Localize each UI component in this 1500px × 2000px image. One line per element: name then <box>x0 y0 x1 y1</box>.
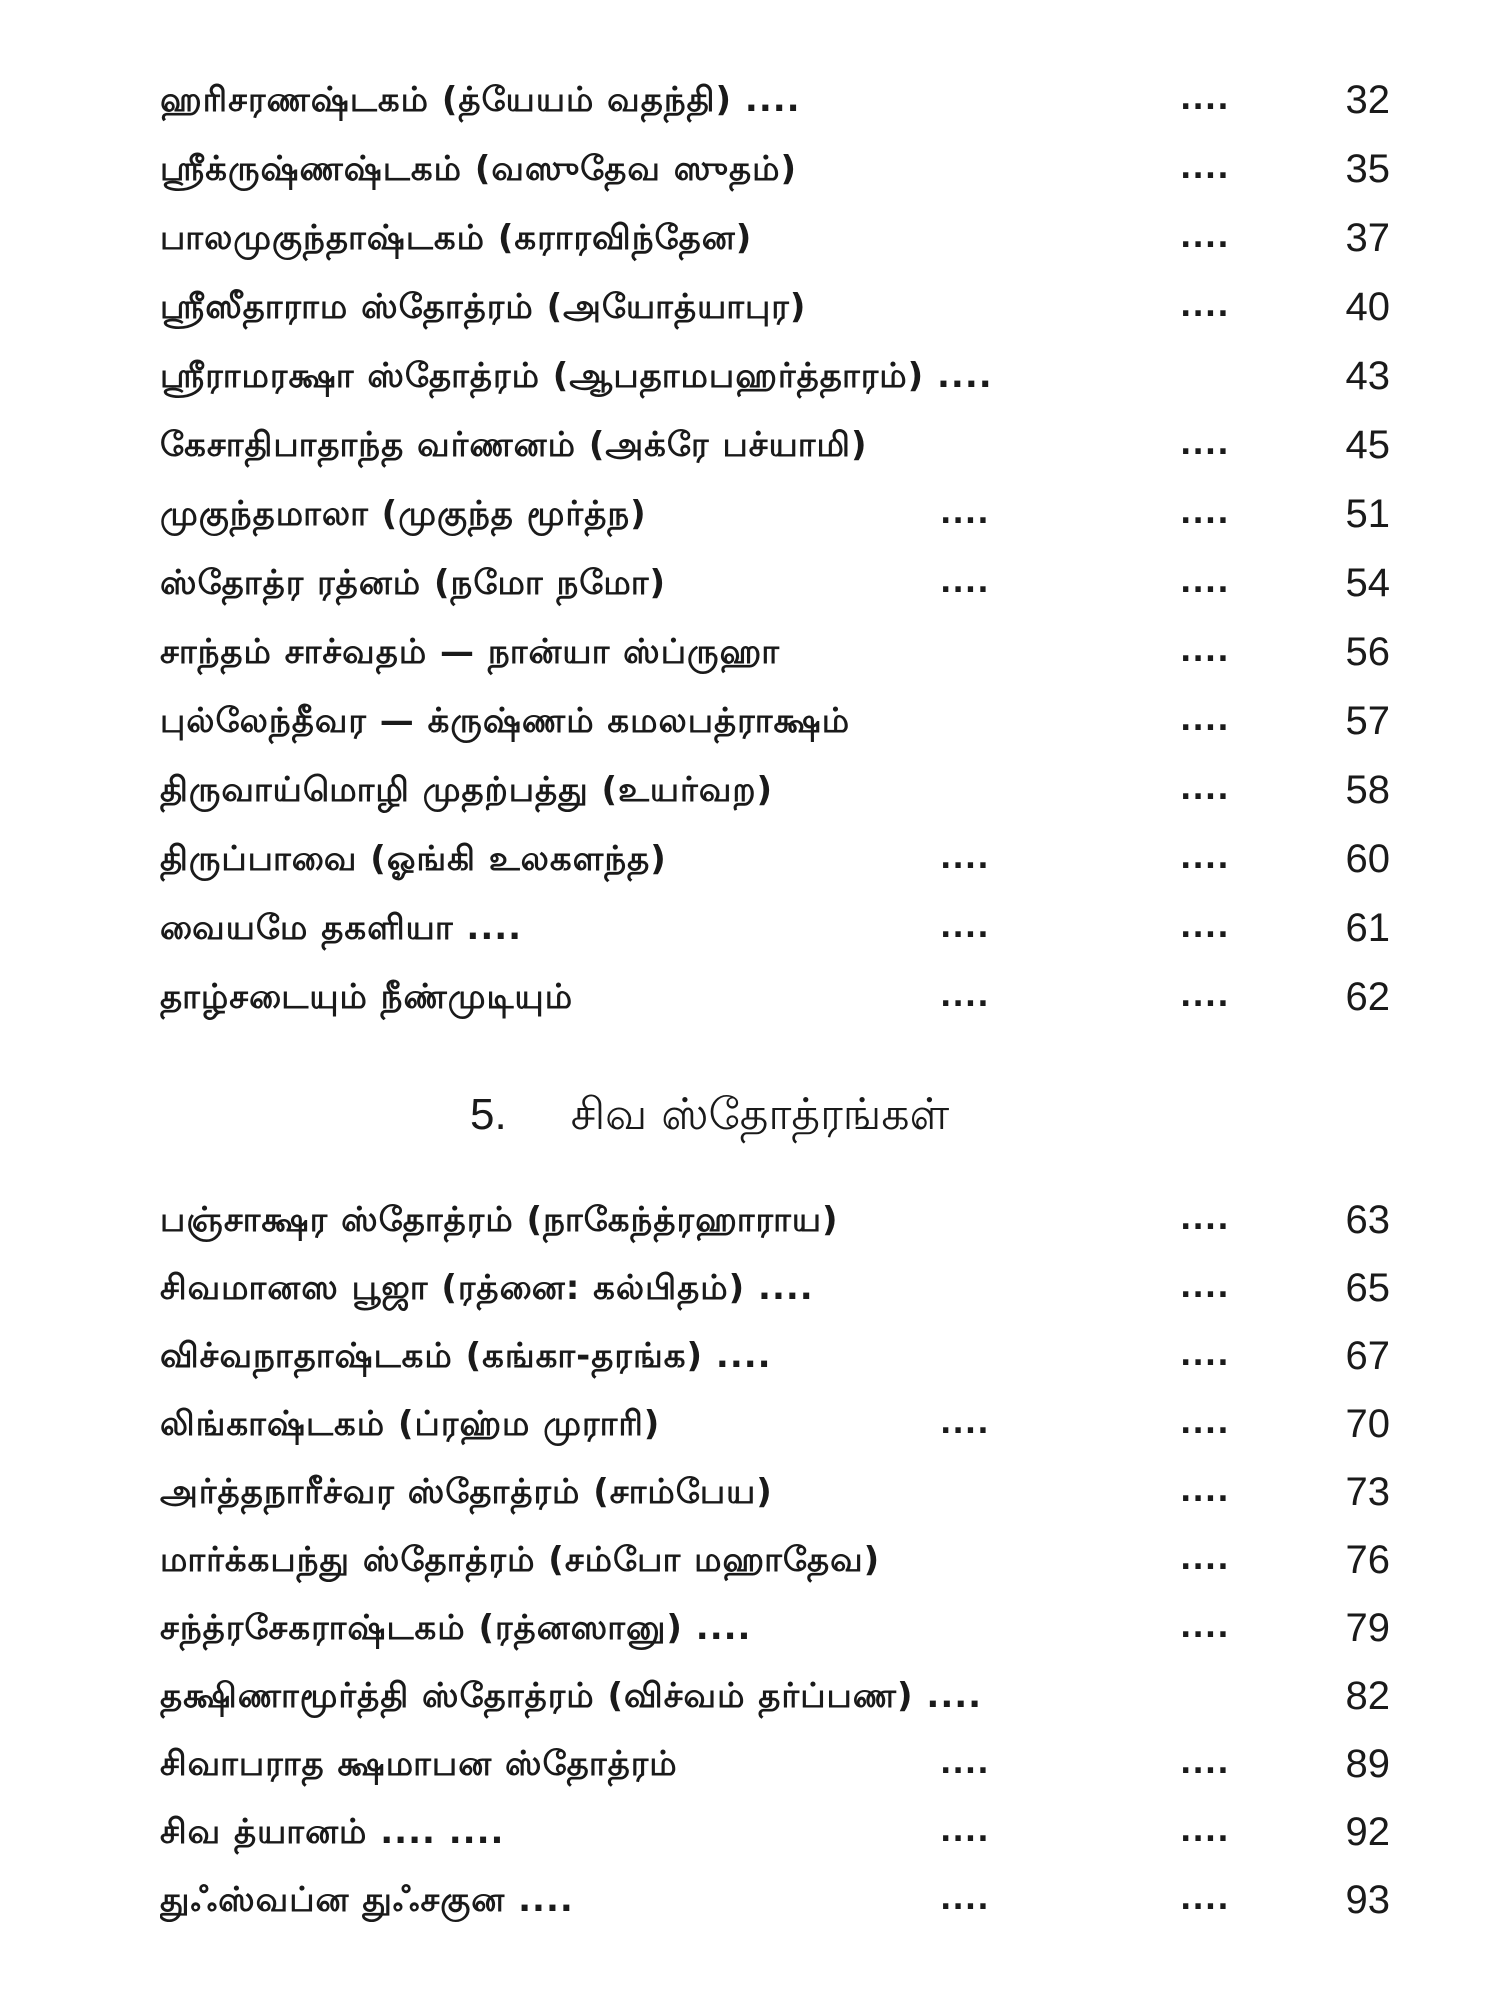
page-number: 93 <box>1345 1878 1390 1922</box>
toc-entry <box>0 1666 1500 1726</box>
toc-entry <box>0 70 1500 130</box>
page-number: 76 <box>1345 1538 1390 1582</box>
toc-entry <box>0 415 1500 475</box>
page-number: 65 <box>1345 1266 1390 1310</box>
toc-entry <box>0 484 1500 544</box>
toc-entry <box>0 208 1500 268</box>
entry-title: திருவாய்மொழி முதற்பத்து (உயர்வற) <box>160 770 774 810</box>
page-number: 67 <box>1345 1334 1390 1378</box>
entry-title: ஸ்தோத்ர ரத்னம் (நமோ நமோ) <box>160 563 667 603</box>
entry-title: திருப்பாவை (ஓங்கி உலகளந்த) <box>160 839 667 879</box>
entry-title: துஃஸ்வப்ன துஃசகுன .... <box>160 1880 574 1920</box>
toc-entry <box>0 898 1500 958</box>
leader-dots: .... <box>940 1814 990 1849</box>
page-number: 58 <box>1345 768 1390 812</box>
leader-dots: .... <box>1180 703 1230 738</box>
entry-title: அர்த்தநாரீச்வர ஸ்தோத்ரம் (சாம்பேய) <box>160 1472 773 1512</box>
leader-dots: .... <box>940 910 990 945</box>
entry-title: லிங்காஷ்டகம் (ப்ரஹ்ம முராரி) <box>160 1404 661 1444</box>
leader-dots: .... <box>1180 910 1230 945</box>
toc-entry <box>0 622 1500 682</box>
leader-dots: .... <box>940 1746 990 1781</box>
toc-entry <box>0 1802 1500 1862</box>
leader-dots: .... <box>940 1406 990 1441</box>
toc-entry <box>0 139 1500 199</box>
leader-dots: .... <box>1180 1882 1230 1917</box>
toc-entry <box>0 553 1500 613</box>
page-number: 43 <box>1345 354 1390 398</box>
leader-dots: .... <box>1180 1610 1230 1645</box>
toc-entry <box>0 1462 1500 1522</box>
page-number: 54 <box>1345 561 1390 605</box>
entry-title: சாந்தம் சாச்வதம் — நான்யா ஸ்ப்ருஹா <box>160 632 780 672</box>
section-heading <box>470 1080 1270 1150</box>
leader-dots: .... <box>940 841 990 876</box>
entry-title: தக்ஷிணாமூர்த்தி ஸ்தோத்ரம் (விச்வம் தர்ப்பண) .... <box>160 1676 983 1716</box>
leader-dots: .... <box>1180 1202 1230 1237</box>
leader-dots: .... <box>940 979 990 1014</box>
leader-dots: .... <box>940 1882 990 1917</box>
leader-dots: .... <box>1180 220 1230 255</box>
page-number: 57 <box>1345 699 1390 743</box>
page-number: 61 <box>1345 906 1390 950</box>
leader-dots: .... <box>1180 1746 1230 1781</box>
entry-title: சிவாபராத க்ஷமாபன ஸ்தோத்ரம் <box>160 1744 678 1784</box>
leader-dots: .... <box>1180 151 1230 186</box>
toc-entry <box>0 829 1500 889</box>
section-title: சிவ ஸ்தோத்ரங்கள் <box>570 1089 950 1140</box>
page-number: 40 <box>1345 285 1390 329</box>
entry-title: ஸ்ரீராமரக்ஷா ஸ்தோத்ரம் (ஆபதாமபஹர்த்தாரம்) .... <box>160 356 993 396</box>
entry-title: சிவமானஸ பூஜா (ரத்னை: கல்பிதம்) .... <box>160 1268 814 1308</box>
leader-dots: .... <box>1180 979 1230 1014</box>
page-number: 63 <box>1345 1198 1390 1242</box>
entry-title: மார்க்கபந்து ஸ்தோத்ரம் (சம்போ மஹாதேவ) <box>160 1540 881 1580</box>
page-number: 35 <box>1345 147 1390 191</box>
page-number: 79 <box>1345 1606 1390 1650</box>
section-number: 5. <box>470 1090 507 1139</box>
entry-title: ஸ்ரீஸீதாராம ஸ்தோத்ரம் (அயோத்யாபுர) <box>160 287 807 327</box>
leader-dots: .... <box>1180 1338 1230 1373</box>
page-number: 60 <box>1345 837 1390 881</box>
entry-title: ஹரிசரணஷ்டகம் (த்யேயம் வதந்தி) .... <box>160 80 801 120</box>
toc-entry <box>0 346 1500 406</box>
entry-title: சிவ த்யானம் .... .... <box>160 1812 505 1852</box>
leader-dots: .... <box>1180 289 1230 324</box>
leader-dots: .... <box>1180 82 1230 117</box>
entry-title: விச்வநாதாஷ்டகம் (கங்கா-தரங்க) .... <box>160 1336 772 1376</box>
page-number: 70 <box>1345 1402 1390 1446</box>
entry-title: தாழ்சடையும் நீண்முடியும் <box>160 977 574 1017</box>
toc-entry <box>0 1598 1500 1658</box>
toc-entry <box>0 277 1500 337</box>
leader-dots: .... <box>1180 427 1230 462</box>
page-number: 82 <box>1345 1674 1390 1718</box>
leader-dots: .... <box>1180 772 1230 807</box>
entry-title: பாலமுகுந்தாஷ்டகம் (கராரவிந்தேன) <box>160 218 753 258</box>
leader-dots: .... <box>1180 1474 1230 1509</box>
toc-entry <box>0 1530 1500 1590</box>
leader-dots: .... <box>1180 634 1230 669</box>
page-number: 51 <box>1345 492 1390 536</box>
toc-entry <box>0 967 1500 1027</box>
toc-entry <box>0 1394 1500 1454</box>
entry-title: வையமே தகளியா .... <box>160 908 523 948</box>
leader-dots: .... <box>1180 841 1230 876</box>
entry-title: புல்லேந்தீவர — க்ருஷ்ணம் கமலபத்ராக்ஷம் <box>160 701 851 741</box>
leader-dots: .... <box>1180 565 1230 600</box>
leader-dots: .... <box>1180 1542 1230 1577</box>
leader-dots: .... <box>1180 1406 1230 1441</box>
page-number: 62 <box>1345 975 1390 1019</box>
toc-entry <box>0 1190 1500 1250</box>
toc-entry <box>0 1734 1500 1794</box>
toc-entry <box>0 1326 1500 1386</box>
page-number: 32 <box>1345 78 1390 122</box>
toc-entry <box>0 1258 1500 1318</box>
entry-title: சந்த்ரசேகராஷ்டகம் (ரத்னஸானு) .... <box>160 1608 752 1648</box>
toc-entry <box>0 691 1500 751</box>
toc-entry <box>0 760 1500 820</box>
leader-dots: .... <box>1180 1814 1230 1849</box>
page-number: 92 <box>1345 1810 1390 1854</box>
page-number: 56 <box>1345 630 1390 674</box>
leader-dots: .... <box>940 496 990 531</box>
leader-dots: .... <box>1180 1270 1230 1305</box>
entry-title: முகுந்தமாலா (முகுந்த மூர்த்ந) <box>160 494 647 534</box>
page-number: 73 <box>1345 1470 1390 1514</box>
page-number: 37 <box>1345 216 1390 260</box>
leader-dots: .... <box>940 565 990 600</box>
toc-entry <box>0 1870 1500 1930</box>
leader-dots: .... <box>1180 496 1230 531</box>
page-number: 89 <box>1345 1742 1390 1786</box>
entry-title: ஸ்ரீக்ருஷ்ணஷ்டகம் (வஸுதேவ ஸுதம்) <box>160 149 798 189</box>
entry-title: பஞ்சாக்ஷர ஸ்தோத்ரம் (நாகேந்த்ரஹாராய) <box>160 1200 839 1240</box>
entry-title: கேசாதிபாதாந்த வர்ணனம் (அக்ரே பச்யாமி) <box>160 425 868 465</box>
page-number: 45 <box>1345 423 1390 467</box>
